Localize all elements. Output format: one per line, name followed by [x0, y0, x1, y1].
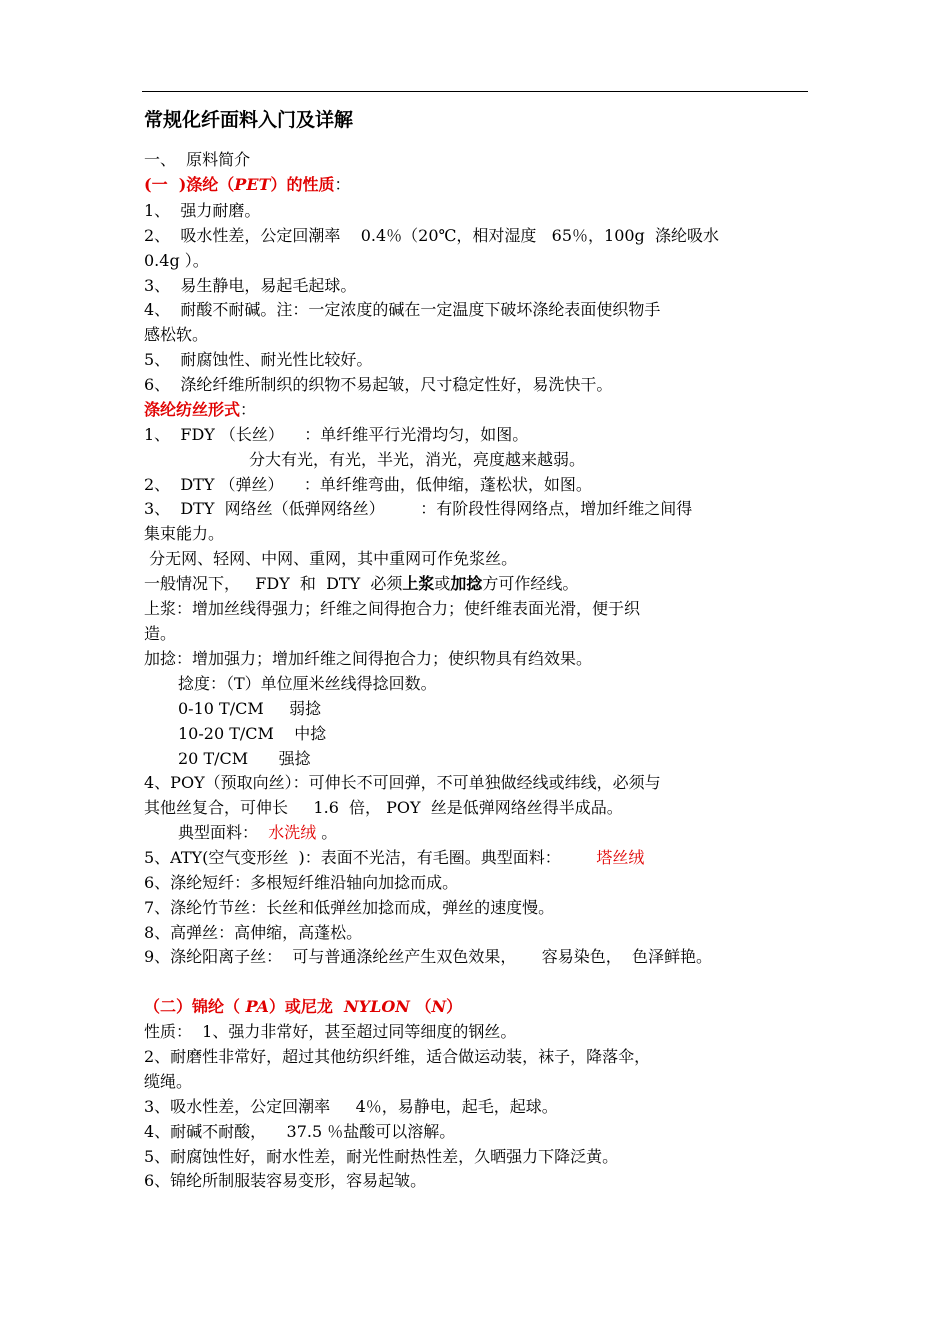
pa-item-1: 性质： 1、强力非常好，甚至超过同等细度的钢丝。 [144, 1022, 517, 1041]
pet-item-4: 4、 耐酸不耐碱。注：一定浓度的碱在一定温度下破坏涤纶表面使织物手 [144, 300, 661, 319]
section-heading: 一、 原料简介 [144, 150, 251, 169]
pa-heading-d: NYLON [344, 997, 410, 1016]
spin-heading-b: ： [240, 400, 257, 419]
poy-fabric-c: 。 [316, 823, 338, 842]
spin-fdy: 1、 FDY （长丝） ：单纤维平行光滑均匀，如图。 [144, 425, 529, 444]
general-a: 一般情况下， FDY 和 DTY 必须 [144, 574, 403, 593]
header-rule [142, 91, 808, 92]
pet-heading-d: ： [334, 175, 351, 194]
high-stretch: 8、高弹丝：高伸缩，高蓬松。 [144, 923, 363, 942]
pet-heading [144, 175, 350, 195]
pet-item-6: 6、 涤纶纤维所制织的织物不易起皱，尺寸稳定性好，易洗快干。 [144, 375, 613, 394]
twist-degree: 捻度：（T）单位厘米丝线得捻回数。 [178, 674, 437, 693]
twist-medium: 10-20 T/CM 中捻 [178, 724, 327, 743]
pa-item-6: 6、锦纶所制服装容易变形，容易起皱。 [144, 1171, 427, 1190]
pet-item-4-cont: 感松软。 [144, 325, 209, 344]
spin-dty-net-cont: 集束能力。 [144, 524, 225, 543]
pa-heading-g: ） [446, 997, 463, 1016]
aty-a: 5、ATY(空气变形丝 )：表面不光洁，有毛圈。典型面料： [144, 848, 597, 867]
twist-weak: 0-10 T/CM 弱捻 [178, 699, 322, 718]
general-b: 上浆 [402, 574, 435, 593]
spin-net-types: 分无网、轻网、中网、重网，其中重网可作免浆丝。 [144, 549, 518, 568]
pa-heading-a: （二）锦纶（ [144, 997, 246, 1016]
pa-item-2: 2、耐磨性非常好，超过其他纺织纤维，适合做运动装，袜子，降落伞， [144, 1047, 651, 1066]
poy-def-cont: 其他丝复合，可伸长 1.6 倍， POY 丝是低弹网络丝得半成品。 [144, 798, 623, 817]
staple-fiber: 6、涤纶短纤：多根短纤维沿轴向加捻而成。 [144, 873, 459, 892]
general-d: 加捻 [450, 574, 483, 593]
sizing-def: 上浆：增加丝线得强力；纤维之间得抱合力；使纤维表面光滑，便于织 [144, 599, 641, 618]
pet-heading-a: (一 )涤纶（ [144, 175, 235, 194]
cationic-yarn: 9、涤纶阳离子丝： 可与普通涤纶丝产生双色效果， 容易染色， 色泽鲜艳。 [144, 947, 712, 966]
spin-general [144, 574, 578, 594]
pet-item-1: 1、 强力耐磨。 [144, 201, 261, 220]
pet-item-2-cont: 0.4g ）。 [144, 251, 209, 270]
spin-dty-net: 3、 DTY 网络丝（低弹网络丝） ：有阶段性得网络点，增加纤维之间得 [144, 499, 693, 518]
pa-heading-b: PA [245, 997, 269, 1016]
sizing-def-cont: 造。 [144, 624, 177, 643]
spin-heading [144, 400, 256, 420]
general-e: 方可作经线。 [482, 574, 579, 593]
pet-heading-c: ）的性质 [270, 175, 335, 194]
pa-heading-e: （ [409, 997, 432, 1016]
pa-heading-c: ）或尼龙 [268, 997, 345, 1016]
spin-dty: 2、 DTY （弹丝） ：单纤维弯曲，低伸缩，蓬松状，如图。 [144, 475, 592, 494]
general-c: 或 [434, 574, 451, 593]
spin-heading-a: 涤纶纺丝形式 [144, 400, 241, 419]
pa-item-4: 4、耐碱不耐酸， 37.5 ％盐酸可以溶解。 [144, 1122, 456, 1141]
slub-yarn: 7、涤纶竹节丝：长丝和低弹丝加捻而成，弹丝的速度慢。 [144, 898, 555, 917]
pa-item-2-cont: 缆绳。 [144, 1072, 193, 1091]
twist-strong: 20 T/CM 强捻 [178, 749, 311, 768]
aty-def [144, 848, 644, 868]
doc-title: 常规化纤面料入门及详解 [144, 109, 354, 131]
pet-item-3: 3、 易生静电，易起毛起球。 [144, 276, 357, 295]
poy-def: 4、POY（预取向丝）：可伸长不可回弹，不可单独做经线或纬线，必须与 [144, 773, 661, 792]
poy-fabric-b: 水洗绒 [268, 823, 317, 842]
poy-fabric [178, 823, 337, 843]
aty-b: 塔丝绒 [596, 848, 645, 867]
pa-item-3: 3、吸水性差，公定回潮率 4％，易静电，起毛，起球。 [144, 1097, 558, 1116]
pet-item-5: 5、 耐腐蚀性、耐光性比较好。 [144, 350, 373, 369]
spin-fdy-note: 分大有光，有光，半光，消光，亮度越来越弱。 [249, 450, 586, 469]
pa-heading [144, 997, 462, 1017]
pet-item-2: 2、 吸水性差，公定回潮率 0.4％（20℃，相对湿度 65％，100g 涤纶吸水 [144, 226, 719, 245]
poy-fabric-a: 典型面料： [178, 823, 269, 842]
pet-heading-b: PET [234, 175, 271, 194]
pa-item-5: 5、耐腐蚀性好，耐水性差，耐光性耐热性差，久晒强力下降泛黄。 [144, 1147, 619, 1166]
pa-heading-f: N [431, 997, 447, 1016]
twist-def: 加捻：增加强力；增加纤维之间得抱合力；使织物具有绉效果。 [144, 649, 593, 668]
